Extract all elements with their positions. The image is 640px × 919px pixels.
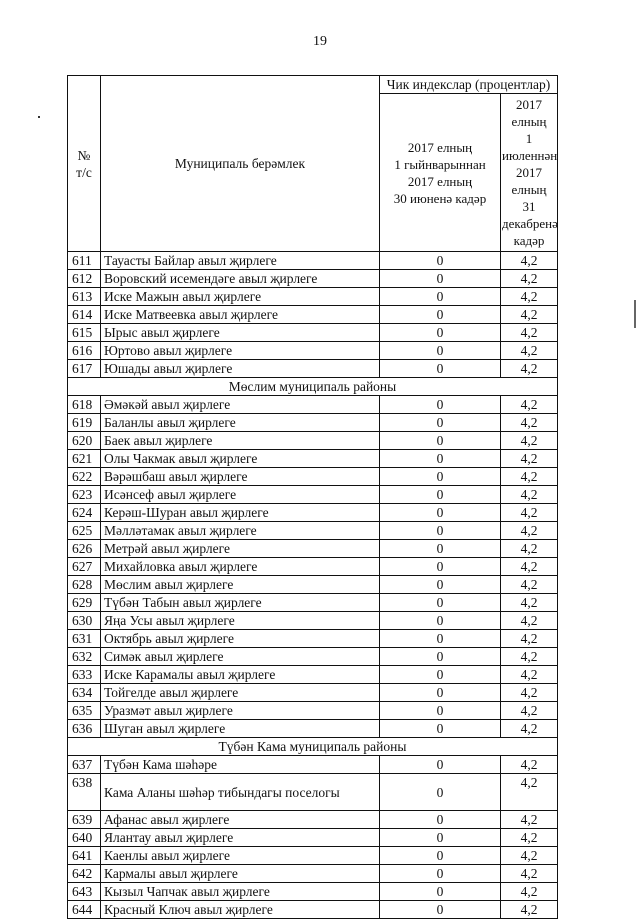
table-row: [68, 756, 558, 774]
limit-index-h1: 0: [380, 811, 501, 829]
table-row: [68, 450, 558, 468]
municipality-name: Ырыс авыл җирлеге: [101, 324, 380, 342]
limit-index-h1: 0: [380, 252, 501, 270]
row-number: 626: [68, 540, 101, 558]
row-number: 621: [68, 450, 101, 468]
limit-index-h1: 0: [380, 901, 501, 919]
limit-index-h1: 0: [380, 504, 501, 522]
row-number: 615: [68, 324, 101, 342]
table-row: [68, 720, 558, 738]
limit-index-h2: 4,2: [501, 883, 558, 901]
row-number: 616: [68, 342, 101, 360]
row-number: 637: [68, 756, 101, 774]
limit-index-h2: 4,2: [501, 576, 558, 594]
municipality-name: Вәрәшбаш авыл җирлеге: [101, 468, 380, 486]
limit-index-h1: 0: [380, 666, 501, 684]
municipality-name: Кама Аланы шәһәр тибындагы поселогы: [101, 774, 380, 811]
limit-index-h2: 4,2: [501, 847, 558, 865]
row-number: 611: [68, 252, 101, 270]
limit-index-h1: 0: [380, 756, 501, 774]
limit-index-h1: 0: [380, 522, 501, 540]
row-number: 618: [68, 396, 101, 414]
limit-index-h1: 0: [380, 540, 501, 558]
limit-index-h1: 0: [380, 342, 501, 360]
limit-index-h2: 4,2: [501, 396, 558, 414]
limit-index-h2: 4,2: [501, 594, 558, 612]
row-number: 614: [68, 306, 101, 324]
limit-index-h1: 0: [380, 576, 501, 594]
limit-index-h2: 4,2: [501, 756, 558, 774]
table-row: [68, 504, 558, 522]
limit-index-h1: 0: [380, 558, 501, 576]
limit-index-h2: 4,2: [501, 630, 558, 648]
section-row: [68, 378, 558, 396]
limit-index-h2: 4,2: [501, 342, 558, 360]
table-row: [68, 829, 558, 847]
row-number: 627: [68, 558, 101, 576]
row-number: 635: [68, 702, 101, 720]
limit-index-h2: 4,2: [501, 558, 558, 576]
limit-index-h2: 4,2: [501, 684, 558, 702]
table-row: [68, 252, 558, 270]
limit-index-h1: 0: [380, 774, 501, 811]
municipality-name: Воровский исемендәге авыл җирлеге: [101, 270, 380, 288]
table-row: [68, 648, 558, 666]
row-number: 628: [68, 576, 101, 594]
limit-index-h2: 4,2: [501, 504, 558, 522]
limit-index-h1: 0: [380, 648, 501, 666]
limit-index-h2: 4,2: [501, 865, 558, 883]
limit-index-h2: 4,2: [501, 414, 558, 432]
municipality-name: Метрәй авыл җирлеге: [101, 540, 380, 558]
municipality-name: Яңа Усы авыл җирлеге: [101, 612, 380, 630]
table-row: [68, 558, 558, 576]
limit-index-h2: 4,2: [501, 432, 558, 450]
municipality-name: Мәлләтамак авыл җирлеге: [101, 522, 380, 540]
row-number: 644: [68, 901, 101, 919]
limit-index-h1: 0: [380, 396, 501, 414]
row-number: 632: [68, 648, 101, 666]
limit-index-h1: 0: [380, 702, 501, 720]
table-row: [68, 847, 558, 865]
limit-index-h2: 4,2: [501, 648, 558, 666]
row-number: 620: [68, 432, 101, 450]
municipality-name: Иске Карамалы авыл җирлеге: [101, 666, 380, 684]
table-row: [68, 522, 558, 540]
row-number: 633: [68, 666, 101, 684]
limit-index-h1: 0: [380, 594, 501, 612]
table-row: [68, 306, 558, 324]
municipality-name: Баек авыл җирлеге: [101, 432, 380, 450]
limit-index-h2: 4,2: [501, 901, 558, 919]
table-row: [68, 414, 558, 432]
district-heading: Мөслим муниципаль районы: [68, 378, 558, 396]
limit-index-h1: 0: [380, 270, 501, 288]
municipality-name: Түбән Табын авыл җирлеге: [101, 594, 380, 612]
header-municipality: Муниципаль берәмлек: [101, 76, 380, 252]
row-number: 624: [68, 504, 101, 522]
limit-index-h1: 0: [380, 414, 501, 432]
limit-index-h1: 0: [380, 865, 501, 883]
limit-index-h1: 0: [380, 468, 501, 486]
table-row: [68, 396, 558, 414]
table-row: [68, 811, 558, 829]
limit-index-h2: 4,2: [501, 288, 558, 306]
municipality-name: Октябрь авыл җирлеге: [101, 630, 380, 648]
table-row: [68, 883, 558, 901]
limit-index-h1: 0: [380, 288, 501, 306]
row-number: 619: [68, 414, 101, 432]
header-number: № т/с: [68, 76, 101, 252]
limit-index-table: [67, 75, 558, 919]
limit-index-h2: 4,2: [501, 360, 558, 378]
limit-index-h1: 0: [380, 612, 501, 630]
row-number: 641: [68, 847, 101, 865]
municipality-name: Шуган авыл җирлеге: [101, 720, 380, 738]
table-row: [68, 684, 558, 702]
municipality-name: Кармалы авыл җирлеге: [101, 865, 380, 883]
limit-index-h2: 4,2: [501, 829, 558, 847]
limit-index-h1: 0: [380, 450, 501, 468]
table-row: [68, 774, 558, 811]
limit-index-h1: 0: [380, 432, 501, 450]
table-row: [68, 432, 558, 450]
municipality-name: Әмәкәй авыл җирлеге: [101, 396, 380, 414]
page-number: 19: [313, 34, 327, 49]
table-row: [68, 666, 558, 684]
row-number: 631: [68, 630, 101, 648]
row-number: 638: [68, 774, 101, 811]
row-number: 634: [68, 684, 101, 702]
limit-index-h2: 4,2: [501, 720, 558, 738]
row-number: 617: [68, 360, 101, 378]
municipality-name: Баланлы авыл җирлеге: [101, 414, 380, 432]
municipality-name: Керәш-Шуран авыл җирлеге: [101, 504, 380, 522]
municipality-name: Юшады авыл җирлеге: [101, 360, 380, 378]
table-row: [68, 342, 558, 360]
limit-index-h1: 0: [380, 883, 501, 901]
row-number: 625: [68, 522, 101, 540]
district-heading: Түбән Кама муниципаль районы: [68, 738, 558, 756]
municipality-name: Михайловка авыл җирлеге: [101, 558, 380, 576]
limit-index-h2: 4,2: [501, 450, 558, 468]
municipality-name: Каенлы авыл җирлеге: [101, 847, 380, 865]
municipality-name: Красный Ключ авыл җирлеге: [101, 901, 380, 919]
table-row: [68, 612, 558, 630]
row-number: 639: [68, 811, 101, 829]
table-row: [68, 324, 558, 342]
limit-index-h1: 0: [380, 847, 501, 865]
table-row: [68, 288, 558, 306]
municipality-name: Тауасты Байлар авыл җирлеге: [101, 252, 380, 270]
table-row: [68, 540, 558, 558]
row-number: 640: [68, 829, 101, 847]
row-number: 622: [68, 468, 101, 486]
limit-index-h2: 4,2: [501, 252, 558, 270]
municipality-name: Мөслим авыл җирлеге: [101, 576, 380, 594]
limit-index-h1: 0: [380, 720, 501, 738]
limit-index-h2: 4,2: [501, 702, 558, 720]
row-number: 629: [68, 594, 101, 612]
limit-index-h2: 4,2: [501, 612, 558, 630]
row-number: 623: [68, 486, 101, 504]
header-period-1: 2017 елның 1 гыйнварыннан 2017 елның 30 июненә кадәр: [380, 94, 501, 252]
table-row: [68, 630, 558, 648]
row-number: 630: [68, 612, 101, 630]
table-row: [68, 865, 558, 883]
row-number: 642: [68, 865, 101, 883]
limit-index-h1: 0: [380, 684, 501, 702]
table-row: [68, 270, 558, 288]
limit-index-h2: 4,2: [501, 522, 558, 540]
limit-index-h2: 4,2: [501, 666, 558, 684]
row-number: 613: [68, 288, 101, 306]
limit-index-h2: 4,2: [501, 774, 558, 811]
municipality-name: Тойгелде авыл җирлеге: [101, 684, 380, 702]
municipality-name: Афанас авыл җирлеге: [101, 811, 380, 829]
limit-index-h1: 0: [380, 324, 501, 342]
municipality-name: Симәк авыл җирлеге: [101, 648, 380, 666]
limit-index-h1: 0: [380, 486, 501, 504]
limit-index-h2: 4,2: [501, 306, 558, 324]
table-row: [68, 594, 558, 612]
municipality-name: Ялантау авыл җирлеге: [101, 829, 380, 847]
header-limit-indexes: Чик индекслар (процентлар): [380, 76, 558, 94]
table-row: [68, 702, 558, 720]
table-row: [68, 468, 558, 486]
scan-mark: [634, 300, 636, 328]
table-row: [68, 360, 558, 378]
limit-index-h2: 4,2: [501, 270, 558, 288]
municipality-name: Олы Чакмак авыл җирлеге: [101, 450, 380, 468]
limit-index-h1: 0: [380, 829, 501, 847]
municipality-name: Иске Мажын авыл җирлеге: [101, 288, 380, 306]
row-number: 643: [68, 883, 101, 901]
header-period-2: 2017 елның 1 июленнән 2017 елның 31 декабренә кадәр: [501, 94, 558, 252]
limit-index-h1: 0: [380, 630, 501, 648]
row-number: 612: [68, 270, 101, 288]
municipality-name: Исәнсеф авыл җирлеге: [101, 486, 380, 504]
limit-index-h2: 4,2: [501, 540, 558, 558]
limit-index-h1: 0: [380, 360, 501, 378]
municipality-name: Юртово авыл җирлеге: [101, 342, 380, 360]
municipality-name: Түбән Кама шәһәре: [101, 756, 380, 774]
scan-mark: [38, 116, 40, 118]
table-row: [68, 901, 558, 919]
limit-index-h2: 4,2: [501, 811, 558, 829]
limit-index-h2: 4,2: [501, 486, 558, 504]
municipality-name: Уразмәт авыл җирлеге: [101, 702, 380, 720]
table-row: [68, 576, 558, 594]
municipality-name: Иске Матвеевка авыл җирлеге: [101, 306, 380, 324]
section-row: [68, 738, 558, 756]
table-row: [68, 486, 558, 504]
municipality-name: Кызыл Чапчак авыл җирлеге: [101, 883, 380, 901]
limit-index-h1: 0: [380, 306, 501, 324]
limit-index-h2: 4,2: [501, 324, 558, 342]
row-number: 636: [68, 720, 101, 738]
limit-index-h2: 4,2: [501, 468, 558, 486]
